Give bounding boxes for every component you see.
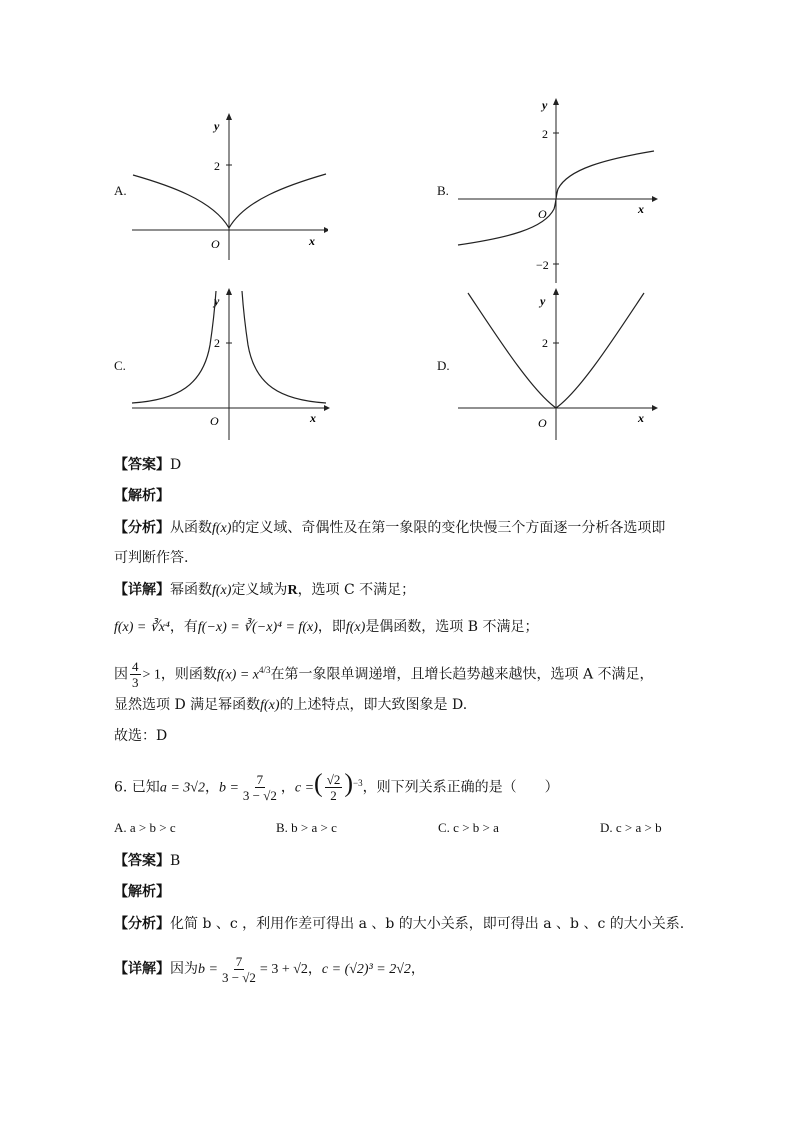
- answer-value: D: [170, 457, 182, 473]
- graph-a: [128, 110, 328, 270]
- fraction-b: $\frac{7}{3 - √2}$: [242, 772, 277, 804]
- x-axis-arrow: [324, 227, 328, 233]
- q6-analysis-tag: 【解析】: [114, 884, 170, 900]
- graph-d: [456, 285, 661, 445]
- option-a-label: A.: [114, 183, 127, 198]
- q5-fenxi-line1: 【分析】从函数f(x)的定义域、奇偶性及在第一象限的变化快慢三个方面逐一分析各选项即: [114, 520, 666, 536]
- fraction-4-3: $\frac{4}{3}$: [132, 659, 139, 691]
- option-d-label: D.: [437, 358, 450, 373]
- x-axis-arrow: [324, 405, 330, 411]
- q5-detail-line3: 因 $\frac{4}{3}$ > 1，则函数$f(x) = x^{4/3}$在第一象限单调递增，且增长趋势越来越快，选项 A 不满足，: [114, 659, 654, 691]
- origin-label: O: [538, 207, 547, 221]
- q5-choose: 故选：D: [114, 728, 168, 744]
- origin-label: O: [211, 237, 220, 251]
- q6-answer: 【答案】B: [114, 853, 181, 869]
- q6-choice-c[interactable]: C. c > b > a: [438, 820, 499, 835]
- y-label: y: [214, 119, 220, 133]
- q5-answer: [114, 455, 181, 475]
- q6-choice-d[interactable]: D. c > a > b: [600, 820, 662, 835]
- x-label: x: [309, 234, 315, 248]
- x-label: x: [310, 411, 316, 425]
- graph-c: [128, 285, 333, 445]
- x-axis-arrow: [652, 196, 658, 202]
- curve-right: [242, 291, 326, 403]
- tick-label-2: 2: [542, 127, 548, 141]
- tick-label-neg2: −2: [536, 258, 549, 272]
- x-axis-arrow: [652, 405, 658, 411]
- fraction-c: $\frac{√2}{2}$: [326, 772, 341, 804]
- graph-b: [456, 95, 661, 285]
- tick-label-2: 2: [214, 159, 220, 173]
- tick-label-2: 2: [214, 336, 220, 350]
- q5-detail-line2: f(x) = ∛x⁴，有f(−x) = ∛(−x)⁴ = f(x)，即f(x)是偶函数，选项 B 不满足；: [114, 619, 539, 635]
- q5-fenxi-line2: 可判断作答.: [114, 550, 189, 566]
- q6-stem: 6. 已知a = 3√2，b = $\frac{7}{3 - √2}$ ，c =( $\frac{√2}{2}$ )$^{-3}$，则下列关系正确的是（ ）: [114, 768, 559, 804]
- fraction-detail: $\frac{7}{3 - √2}$: [221, 953, 256, 985]
- tick-label-2: 2: [542, 336, 548, 350]
- q6-fenxi: 【分析】化简 b 、c ，利用作差可得出 a 、b 的大小关系，即可得出 a 、b 、c 的大小关系.: [114, 916, 685, 932]
- q5-analysis-tag: 【解析】: [114, 488, 170, 504]
- y-label: y: [540, 294, 546, 308]
- origin-label: O: [538, 416, 547, 430]
- y-axis-arrow: [553, 288, 559, 295]
- answer-tag: 【答案】: [114, 457, 170, 473]
- y-label: y: [214, 294, 220, 308]
- q6-choice-b[interactable]: B. b > a > c: [276, 820, 337, 835]
- y-label: y: [542, 98, 548, 112]
- q6-choice-a[interactable]: A. a > b > c: [114, 820, 176, 835]
- q5-detail-line4: 显然选项 D 满足幂函数f(x)的上述特点，即大致图象是 D.: [114, 697, 468, 713]
- origin-label: O: [210, 414, 219, 428]
- curve-left: [132, 291, 216, 403]
- y-axis-arrow: [226, 288, 232, 295]
- y-axis-arrow: [226, 113, 232, 120]
- option-c-label: C.: [114, 358, 126, 373]
- x-label: x: [638, 411, 644, 425]
- q6-detail: 【详解】因为b = $\frac{7}{3 - √2}$ = 3 + √2，c = (√2)³ = 2√2，: [114, 953, 425, 985]
- q5-detail-line1: 【详解】幂函数f(x)定义域为R，选项 C 不满足；: [114, 582, 416, 598]
- option-b-label: B.: [437, 183, 449, 198]
- x-label: x: [638, 202, 644, 216]
- y-axis-arrow: [553, 98, 559, 105]
